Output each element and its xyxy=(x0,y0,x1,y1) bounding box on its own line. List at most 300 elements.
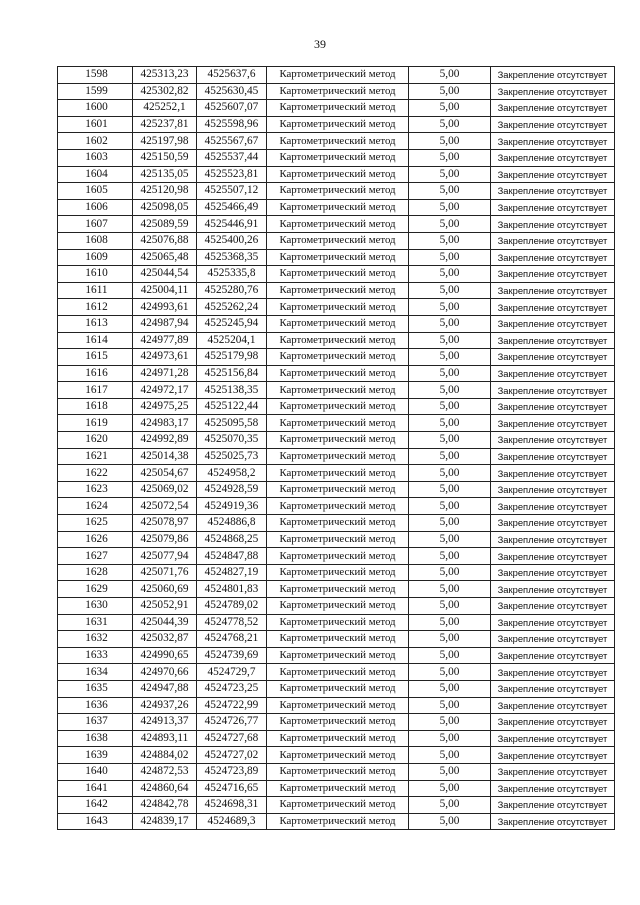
accuracy-cell: 5,00 xyxy=(409,249,491,266)
fixing-cell: Закрепление отсутствует xyxy=(491,664,615,681)
y-coordinate-cell: 4524698,31 xyxy=(197,797,267,814)
accuracy-cell: 5,00 xyxy=(409,100,491,117)
fixing-cell: Закрепление отсутствует xyxy=(491,714,615,731)
x-coordinate-cell: 424947,88 xyxy=(133,680,197,697)
fixing-cell: Закрепление отсутствует xyxy=(491,415,615,432)
fixing-cell: Закрепление отсутствует xyxy=(491,266,615,283)
accuracy-cell: 5,00 xyxy=(409,481,491,498)
fixing-cell: Закрепление отсутствует xyxy=(491,763,615,780)
x-coordinate-cell: 424860,64 xyxy=(133,780,197,797)
accuracy-cell: 5,00 xyxy=(409,432,491,449)
table-row xyxy=(58,730,615,747)
method-cell: Картометрический метод xyxy=(267,697,409,714)
y-coordinate-cell: 4524723,89 xyxy=(197,763,267,780)
fixing-cell: Закрепление отсутствует xyxy=(491,448,615,465)
table-row xyxy=(58,747,615,764)
y-coordinate-cell: 4524801,83 xyxy=(197,581,267,598)
fixing-cell: Закрепление отсутствует xyxy=(491,149,615,166)
method-cell: Картометрический метод xyxy=(267,763,409,780)
table-row xyxy=(58,116,615,133)
x-coordinate-cell: 425071,76 xyxy=(133,564,197,581)
method-cell: Картометрический метод xyxy=(267,398,409,415)
y-coordinate-cell: 4524886,8 xyxy=(197,515,267,532)
accuracy-cell: 5,00 xyxy=(409,813,491,830)
fixing-cell: Закрепление отсутствует xyxy=(491,697,615,714)
accuracy-cell: 5,00 xyxy=(409,664,491,681)
fixing-cell: Закрепление отсутствует xyxy=(491,299,615,316)
accuracy-cell: 5,00 xyxy=(409,149,491,166)
fixing-cell: Закрепление отсутствует xyxy=(491,166,615,183)
y-coordinate-cell: 4525280,76 xyxy=(197,282,267,299)
y-coordinate-cell: 4525446,91 xyxy=(197,216,267,233)
method-cell: Картометрический метод xyxy=(267,232,409,249)
method-cell: Картометрический метод xyxy=(267,415,409,432)
point-number-cell: 1624 xyxy=(58,498,133,515)
fixing-cell: Закрепление отсутствует xyxy=(491,531,615,548)
method-cell: Картометрический метод xyxy=(267,116,409,133)
accuracy-cell: 5,00 xyxy=(409,216,491,233)
point-number-cell: 1637 xyxy=(58,714,133,731)
accuracy-cell: 5,00 xyxy=(409,697,491,714)
y-coordinate-cell: 4525368,35 xyxy=(197,249,267,266)
y-coordinate-cell: 4525262,24 xyxy=(197,299,267,316)
method-cell: Картометрический метод xyxy=(267,183,409,200)
y-coordinate-cell: 4525598,96 xyxy=(197,116,267,133)
method-cell: Картометрический метод xyxy=(267,100,409,117)
x-coordinate-cell: 424884,02 xyxy=(133,747,197,764)
accuracy-cell: 5,00 xyxy=(409,365,491,382)
x-coordinate-cell: 424992,89 xyxy=(133,432,197,449)
point-number-cell: 1612 xyxy=(58,299,133,316)
accuracy-cell: 5,00 xyxy=(409,315,491,332)
fixing-cell: Закрепление отсутствует xyxy=(491,199,615,216)
method-cell: Картометрический метод xyxy=(267,797,409,814)
x-coordinate-cell: 424990,65 xyxy=(133,647,197,664)
y-coordinate-cell: 4524868,25 xyxy=(197,531,267,548)
method-cell: Картометрический метод xyxy=(267,714,409,731)
accuracy-cell: 5,00 xyxy=(409,763,491,780)
y-coordinate-cell: 4525630,45 xyxy=(197,83,267,100)
x-coordinate-cell: 425079,86 xyxy=(133,531,197,548)
point-number-cell: 1619 xyxy=(58,415,133,432)
method-cell: Картометрический метод xyxy=(267,614,409,631)
point-number-cell: 1606 xyxy=(58,199,133,216)
fixing-cell: Закрепление отсутствует xyxy=(491,183,615,200)
table-row xyxy=(58,515,615,532)
method-cell: Картометрический метод xyxy=(267,581,409,598)
fixing-cell: Закрепление отсутствует xyxy=(491,67,615,84)
x-coordinate-cell: 425135,05 xyxy=(133,166,197,183)
y-coordinate-cell: 4524723,25 xyxy=(197,680,267,697)
fixing-cell: Закрепление отсутствует xyxy=(491,515,615,532)
y-coordinate-cell: 4525335,8 xyxy=(197,266,267,283)
accuracy-cell: 5,00 xyxy=(409,448,491,465)
accuracy-cell: 5,00 xyxy=(409,714,491,731)
method-cell: Картометрический метод xyxy=(267,332,409,349)
x-coordinate-cell: 425150,59 xyxy=(133,149,197,166)
point-number-cell: 1613 xyxy=(58,315,133,332)
accuracy-cell: 5,00 xyxy=(409,531,491,548)
accuracy-cell: 5,00 xyxy=(409,299,491,316)
accuracy-cell: 5,00 xyxy=(409,83,491,100)
y-coordinate-cell: 4525138,35 xyxy=(197,382,267,399)
method-cell: Картометрический метод xyxy=(267,647,409,664)
y-coordinate-cell: 4524778,52 xyxy=(197,614,267,631)
method-cell: Картометрический метод xyxy=(267,282,409,299)
accuracy-cell: 5,00 xyxy=(409,614,491,631)
table-row xyxy=(58,183,615,200)
fixing-cell: Закрепление отсутствует xyxy=(491,680,615,697)
accuracy-cell: 5,00 xyxy=(409,116,491,133)
table-row xyxy=(58,564,615,581)
accuracy-cell: 5,00 xyxy=(409,747,491,764)
method-cell: Картометрический метод xyxy=(267,199,409,216)
fixing-cell: Закрепление отсутствует xyxy=(491,730,615,747)
x-coordinate-cell: 425076,88 xyxy=(133,232,197,249)
x-coordinate-cell: 425078,97 xyxy=(133,515,197,532)
y-coordinate-cell: 4525466,49 xyxy=(197,199,267,216)
y-coordinate-cell: 4524726,77 xyxy=(197,714,267,731)
accuracy-cell: 5,00 xyxy=(409,647,491,664)
point-number-cell: 1629 xyxy=(58,581,133,598)
page-number: 39 xyxy=(314,37,326,51)
table-row xyxy=(58,714,615,731)
table-row xyxy=(58,365,615,382)
table-row xyxy=(58,315,615,332)
point-number-cell: 1605 xyxy=(58,183,133,200)
y-coordinate-cell: 4524729,7 xyxy=(197,664,267,681)
fixing-cell: Закрепление отсутствует xyxy=(491,548,615,565)
table-row xyxy=(58,282,615,299)
table-body xyxy=(58,67,615,830)
table-row xyxy=(58,614,615,631)
x-coordinate-cell: 425032,87 xyxy=(133,631,197,648)
point-number-cell: 1623 xyxy=(58,481,133,498)
point-number-cell: 1641 xyxy=(58,780,133,797)
x-coordinate-cell: 424975,25 xyxy=(133,398,197,415)
table-row xyxy=(58,697,615,714)
y-coordinate-cell: 4524716,65 xyxy=(197,780,267,797)
fixing-cell: Закрепление отсутствует xyxy=(491,116,615,133)
method-cell: Картометрический метод xyxy=(267,67,409,84)
accuracy-cell: 5,00 xyxy=(409,598,491,615)
point-number-cell: 1626 xyxy=(58,531,133,548)
y-coordinate-cell: 4525400,26 xyxy=(197,232,267,249)
fixing-cell: Закрепление отсутствует xyxy=(491,598,615,615)
fixing-cell: Закрепление отсутствует xyxy=(491,747,615,764)
fixing-cell: Закрепление отсутствует xyxy=(491,349,615,366)
method-cell: Картометрический метод xyxy=(267,266,409,283)
point-number-cell: 1615 xyxy=(58,349,133,366)
method-cell: Картометрический метод xyxy=(267,315,409,332)
fixing-cell: Закрепление отсутствует xyxy=(491,797,615,814)
y-coordinate-cell: 4524768,21 xyxy=(197,631,267,648)
accuracy-cell: 5,00 xyxy=(409,232,491,249)
x-coordinate-cell: 424893,11 xyxy=(133,730,197,747)
method-cell: Картометрический метод xyxy=(267,133,409,150)
point-number-cell: 1611 xyxy=(58,282,133,299)
x-coordinate-cell: 425077,94 xyxy=(133,548,197,565)
point-number-cell: 1599 xyxy=(58,83,133,100)
table-row xyxy=(58,631,615,648)
y-coordinate-cell: 4525025,73 xyxy=(197,448,267,465)
point-number-cell: 1617 xyxy=(58,382,133,399)
table-row xyxy=(58,398,615,415)
fixing-cell: Закрепление отсутствует xyxy=(491,398,615,415)
point-number-cell: 1636 xyxy=(58,697,133,714)
table-row xyxy=(58,100,615,117)
fixing-cell: Закрепление отсутствует xyxy=(491,365,615,382)
fixing-cell: Закрепление отсутствует xyxy=(491,614,615,631)
point-number-cell: 1616 xyxy=(58,365,133,382)
method-cell: Картометрический метод xyxy=(267,299,409,316)
accuracy-cell: 5,00 xyxy=(409,730,491,747)
y-coordinate-cell: 4524789,02 xyxy=(197,598,267,615)
fixing-cell: Закрепление отсутствует xyxy=(491,631,615,648)
y-coordinate-cell: 4524722,99 xyxy=(197,697,267,714)
fixing-cell: Закрепление отсутствует xyxy=(491,332,615,349)
method-cell: Картометрический метод xyxy=(267,448,409,465)
x-coordinate-cell: 424937,26 xyxy=(133,697,197,714)
fixing-cell: Закрепление отсутствует xyxy=(491,465,615,482)
method-cell: Картометрический метод xyxy=(267,216,409,233)
point-number-cell: 1618 xyxy=(58,398,133,415)
y-coordinate-cell: 4524689,3 xyxy=(197,813,267,830)
x-coordinate-cell: 425054,67 xyxy=(133,465,197,482)
table-row xyxy=(58,266,615,283)
accuracy-cell: 5,00 xyxy=(409,199,491,216)
point-number-cell: 1631 xyxy=(58,614,133,631)
table-row xyxy=(58,299,615,316)
point-number-cell: 1634 xyxy=(58,664,133,681)
method-cell: Картометрический метод xyxy=(267,631,409,648)
y-coordinate-cell: 4524847,88 xyxy=(197,548,267,565)
table-row xyxy=(58,382,615,399)
x-coordinate-cell: 425089,59 xyxy=(133,216,197,233)
table-row xyxy=(58,232,615,249)
x-coordinate-cell: 425065,48 xyxy=(133,249,197,266)
table-row xyxy=(58,647,615,664)
point-number-cell: 1602 xyxy=(58,133,133,150)
accuracy-cell: 5,00 xyxy=(409,349,491,366)
x-coordinate-cell: 424971,28 xyxy=(133,365,197,382)
point-number-cell: 1601 xyxy=(58,116,133,133)
method-cell: Картометрический метод xyxy=(267,432,409,449)
method-cell: Картометрический метод xyxy=(267,249,409,266)
accuracy-cell: 5,00 xyxy=(409,183,491,200)
x-coordinate-cell: 424972,17 xyxy=(133,382,197,399)
point-number-cell: 1622 xyxy=(58,465,133,482)
x-coordinate-cell: 425014,38 xyxy=(133,448,197,465)
table-row xyxy=(58,481,615,498)
method-cell: Картометрический метод xyxy=(267,465,409,482)
fixing-cell: Закрепление отсутствует xyxy=(491,315,615,332)
point-number-cell: 1603 xyxy=(58,149,133,166)
point-number-cell: 1633 xyxy=(58,647,133,664)
y-coordinate-cell: 4525070,35 xyxy=(197,432,267,449)
fixing-cell: Закрепление отсутствует xyxy=(491,282,615,299)
accuracy-cell: 5,00 xyxy=(409,166,491,183)
point-number-cell: 1608 xyxy=(58,232,133,249)
table-row xyxy=(58,332,615,349)
accuracy-cell: 5,00 xyxy=(409,680,491,697)
point-number-cell: 1600 xyxy=(58,100,133,117)
accuracy-cell: 5,00 xyxy=(409,797,491,814)
table-row xyxy=(58,664,615,681)
point-number-cell: 1639 xyxy=(58,747,133,764)
y-coordinate-cell: 4525507,12 xyxy=(197,183,267,200)
fixing-cell: Закрепление отсутствует xyxy=(491,647,615,664)
accuracy-cell: 5,00 xyxy=(409,266,491,283)
method-cell: Картометрический метод xyxy=(267,166,409,183)
fixing-cell: Закрепление отсутствует xyxy=(491,498,615,515)
y-coordinate-cell: 4525537,44 xyxy=(197,149,267,166)
x-coordinate-cell: 424983,17 xyxy=(133,415,197,432)
point-number-cell: 1640 xyxy=(58,763,133,780)
x-coordinate-cell: 425052,91 xyxy=(133,598,197,615)
method-cell: Картометрический метод xyxy=(267,498,409,515)
method-cell: Картометрический метод xyxy=(267,149,409,166)
y-coordinate-cell: 4525523,81 xyxy=(197,166,267,183)
accuracy-cell: 5,00 xyxy=(409,332,491,349)
point-number-cell: 1610 xyxy=(58,266,133,283)
fixing-cell: Закрепление отсутствует xyxy=(491,564,615,581)
y-coordinate-cell: 4524727,68 xyxy=(197,730,267,747)
accuracy-cell: 5,00 xyxy=(409,581,491,598)
table-row xyxy=(58,432,615,449)
table-row xyxy=(58,548,615,565)
fixing-cell: Закрепление отсутствует xyxy=(491,83,615,100)
x-coordinate-cell: 425004,11 xyxy=(133,282,197,299)
y-coordinate-cell: 4524928,59 xyxy=(197,481,267,498)
accuracy-cell: 5,00 xyxy=(409,498,491,515)
point-number-cell: 1598 xyxy=(58,67,133,84)
x-coordinate-cell: 424977,89 xyxy=(133,332,197,349)
x-coordinate-cell: 425237,81 xyxy=(133,116,197,133)
table-row xyxy=(58,448,615,465)
method-cell: Картометрический метод xyxy=(267,813,409,830)
accuracy-cell: 5,00 xyxy=(409,515,491,532)
x-coordinate-cell: 425098,05 xyxy=(133,199,197,216)
coordinates-table xyxy=(57,66,615,830)
y-coordinate-cell: 4525156,84 xyxy=(197,365,267,382)
fixing-cell: Закрепление отсутствует xyxy=(491,432,615,449)
point-number-cell: 1632 xyxy=(58,631,133,648)
method-cell: Картометрический метод xyxy=(267,481,409,498)
point-number-cell: 1627 xyxy=(58,548,133,565)
accuracy-cell: 5,00 xyxy=(409,382,491,399)
x-coordinate-cell: 424973,61 xyxy=(133,349,197,366)
y-coordinate-cell: 4525204,1 xyxy=(197,332,267,349)
x-coordinate-cell: 424839,17 xyxy=(133,813,197,830)
table-row xyxy=(58,249,615,266)
method-cell: Картометрический метод xyxy=(267,747,409,764)
fixing-cell: Закрепление отсутствует xyxy=(491,581,615,598)
fixing-cell: Закрепление отсутствует xyxy=(491,133,615,150)
fixing-cell: Закрепление отсутствует xyxy=(491,216,615,233)
method-cell: Картометрический метод xyxy=(267,365,409,382)
x-coordinate-cell: 424970,66 xyxy=(133,664,197,681)
y-coordinate-cell: 4525179,98 xyxy=(197,349,267,366)
table-row xyxy=(58,83,615,100)
point-number-cell: 1621 xyxy=(58,448,133,465)
table-row xyxy=(58,680,615,697)
y-coordinate-cell: 4525095,58 xyxy=(197,415,267,432)
table-row xyxy=(58,763,615,780)
point-number-cell: 1604 xyxy=(58,166,133,183)
point-number-cell: 1628 xyxy=(58,564,133,581)
accuracy-cell: 5,00 xyxy=(409,282,491,299)
fixing-cell: Закрепление отсутствует xyxy=(491,813,615,830)
fixing-cell: Закрепление отсутствует xyxy=(491,249,615,266)
method-cell: Картометрический метод xyxy=(267,382,409,399)
y-coordinate-cell: 4525122,44 xyxy=(197,398,267,415)
table-row xyxy=(58,67,615,84)
y-coordinate-cell: 4524827,19 xyxy=(197,564,267,581)
method-cell: Картометрический метод xyxy=(267,730,409,747)
table-row xyxy=(58,216,615,233)
point-number-cell: 1638 xyxy=(58,730,133,747)
x-coordinate-cell: 425044,54 xyxy=(133,266,197,283)
x-coordinate-cell: 425302,82 xyxy=(133,83,197,100)
table-row xyxy=(58,813,615,830)
table-row xyxy=(58,465,615,482)
accuracy-cell: 5,00 xyxy=(409,631,491,648)
table-row xyxy=(58,598,615,615)
x-coordinate-cell: 424987,94 xyxy=(133,315,197,332)
method-cell: Картометрический метод xyxy=(267,548,409,565)
x-coordinate-cell: 425120,98 xyxy=(133,183,197,200)
accuracy-cell: 5,00 xyxy=(409,465,491,482)
fixing-cell: Закрепление отсутствует xyxy=(491,100,615,117)
table-row xyxy=(58,166,615,183)
point-number-cell: 1630 xyxy=(58,598,133,615)
x-coordinate-cell: 424872,53 xyxy=(133,763,197,780)
fixing-cell: Закрепление отсутствует xyxy=(491,780,615,797)
x-coordinate-cell: 424842,78 xyxy=(133,797,197,814)
table-row xyxy=(58,133,615,150)
table-row xyxy=(58,415,615,432)
table-row xyxy=(58,581,615,598)
method-cell: Картометрический метод xyxy=(267,349,409,366)
x-coordinate-cell: 425069,02 xyxy=(133,481,197,498)
y-coordinate-cell: 4525637,6 xyxy=(197,67,267,84)
fixing-cell: Закрепление отсутствует xyxy=(491,232,615,249)
fixing-cell: Закрепление отсутствует xyxy=(491,382,615,399)
point-number-cell: 1620 xyxy=(58,432,133,449)
method-cell: Картометрический метод xyxy=(267,83,409,100)
method-cell: Картометрический метод xyxy=(267,564,409,581)
x-coordinate-cell: 425072,54 xyxy=(133,498,197,515)
point-number-cell: 1607 xyxy=(58,216,133,233)
y-coordinate-cell: 4524739,69 xyxy=(197,647,267,664)
method-cell: Картометрический метод xyxy=(267,664,409,681)
table-row xyxy=(58,199,615,216)
point-number-cell: 1609 xyxy=(58,249,133,266)
accuracy-cell: 5,00 xyxy=(409,398,491,415)
method-cell: Картометрический метод xyxy=(267,515,409,532)
accuracy-cell: 5,00 xyxy=(409,67,491,84)
y-coordinate-cell: 4524727,02 xyxy=(197,747,267,764)
point-number-cell: 1625 xyxy=(58,515,133,532)
accuracy-cell: 5,00 xyxy=(409,548,491,565)
y-coordinate-cell: 4524958,2 xyxy=(197,465,267,482)
method-cell: Картометрический метод xyxy=(267,598,409,615)
method-cell: Картометрический метод xyxy=(267,780,409,797)
y-coordinate-cell: 4525567,67 xyxy=(197,133,267,150)
point-number-cell: 1642 xyxy=(58,797,133,814)
point-number-cell: 1635 xyxy=(58,680,133,697)
